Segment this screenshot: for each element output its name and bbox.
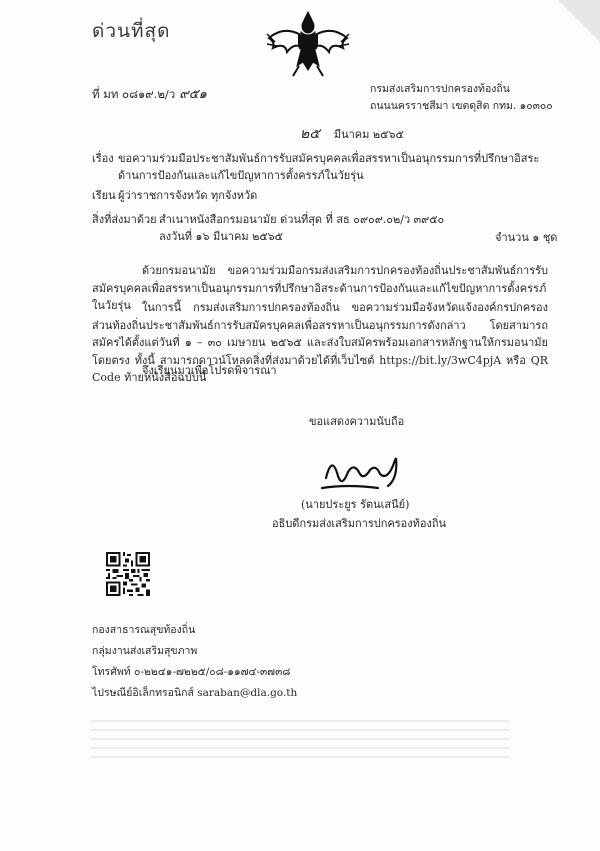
qr-code-icon[interactable] — [106, 552, 150, 596]
show-through-text — [90, 718, 510, 758]
subject-line-2: ด้านการป้องกันและแก้ไขปัญหาการตั้งครรภ์ในวัยรุ่น — [118, 169, 364, 182]
document-number-handwritten: ๙๕๑ — [179, 87, 207, 102]
contact-division: กองสาธารณสุขท้องถิ่น — [92, 624, 196, 636]
signer-name: (นายประยูร รัตนเสนีย์) — [301, 498, 410, 511]
enclosure-line-1: สำเนาหนังสือกรมอนามัย ด่วนที่สุด ที่ สธ ๐๙๐๙.๐๒/ว ๓๙๕๐ — [159, 213, 445, 226]
subject-block — [92, 150, 539, 184]
date-day-handwritten: ๒๕ — [300, 126, 320, 142]
enclosure-line-2: ลงวันที่ ๑๖ มีนาคม ๒๕๖๕ — [159, 230, 283, 243]
paragraph-1-text: ด้วยกรมอนามัย ขอความร่วมมือกรมส่งเสริมการปกครองท้องถิ่นประชาสัมพันธ์การรับสมัครบุคคลเพื่อสรรหาเป็นอนุกรรมการที่ปรึกษาอิสระด้านการป้องกันและแก้ไขปัญหาการตั้งครรภ์ในวัยรุ่น — [92, 264, 548, 312]
urgency-stamp: ด่วนที่สุด — [92, 20, 171, 42]
addressee-label: เรียน — [92, 189, 116, 202]
enclosure-label: สิ่งที่ส่งมาด้วย — [92, 213, 157, 226]
subject-line-1: ขอความร่วมมือประชาสัมพันธ์การรับสมัครบุคคลเพื่อสรรหาเป็นอนุกรรมการที่ปรึกษาอิสระ — [118, 152, 540, 165]
page-corner-shadow — [558, 0, 600, 42]
contact-group: กลุ่มงานส่งเสริมสุขภาพ — [92, 645, 198, 657]
document-date — [300, 123, 404, 145]
addressee-block — [92, 186, 257, 204]
closing-request: จึงเรียนมาเพื่อโปรดพิจารณา — [142, 364, 277, 377]
handwritten-signature — [318, 448, 410, 494]
signer-title: อธิบดีกรมส่งเสริมการปกครองท้องถิ่น — [272, 517, 447, 530]
date-month-year: มีนาคม ๒๕๖๕ — [333, 128, 404, 141]
enclosure-quantity: จำนวน ๑ ชุด — [495, 231, 558, 244]
addressee-value: ผู้ว่าราชการจังหวัด ทุกจังหวัด — [118, 189, 258, 202]
enclosure-block — [92, 211, 444, 245]
agency-address: ถนนนครราชสีมา เขตดุสิต กทม. ๑๐๓๐๐ — [370, 100, 553, 112]
document-number — [92, 83, 207, 104]
contact-phone: โทรศัพท์ ๐-๒๒๔๑-๗๒๒๕/๐๘-๑๑๗๔-๓๗๓๘ — [92, 666, 291, 678]
garuda-emblem-icon — [263, 8, 353, 80]
contact-block — [92, 620, 297, 704]
paragraph-2-text: ในการนี้ กรมส่งเสริมการปกครองท้องถิ่น ขอความร่วมมือจังหวัดแจ้งองค์กรปกครองส่วนท้องถิ่นประชาสัมพันธ์การรับสมัครบุคคลเพื่อสรรหาเป็นอนุกรรมการดังกล่าว โดยสามารถสมัครได้ตั้งแต่วันที่ ๑ – ๓๐ เมษายน ๒๕๖๕ และส่งใบสมัครพร้อมเอกสารหลักฐานให้กรมอนามัยโดยตรง ทั้งนี้ สามารถดาวน์โหลดสิ่งที่ส่งมาด้วยได้ที่เว็บไซต์ https://bit.ly/3wC4pjA หรือ QR Code ท้ายหนังสือฉบับนี้ — [92, 301, 548, 384]
subject-label: เรื่อง — [92, 152, 114, 165]
agency-block — [370, 81, 553, 115]
agency-name: กรมส่งเสริมการปกครองท้องถิ่น — [370, 83, 510, 95]
document-number-prefix: ที่ มท ๐๘๑๙.๒/ว — [92, 87, 176, 101]
closing-regards: ขอแสดงความนับถือ — [309, 415, 405, 428]
contact-email: ไปรษณีย์อิเล็กทรอนิกส์ saraban@dla.go.th — [92, 687, 298, 699]
